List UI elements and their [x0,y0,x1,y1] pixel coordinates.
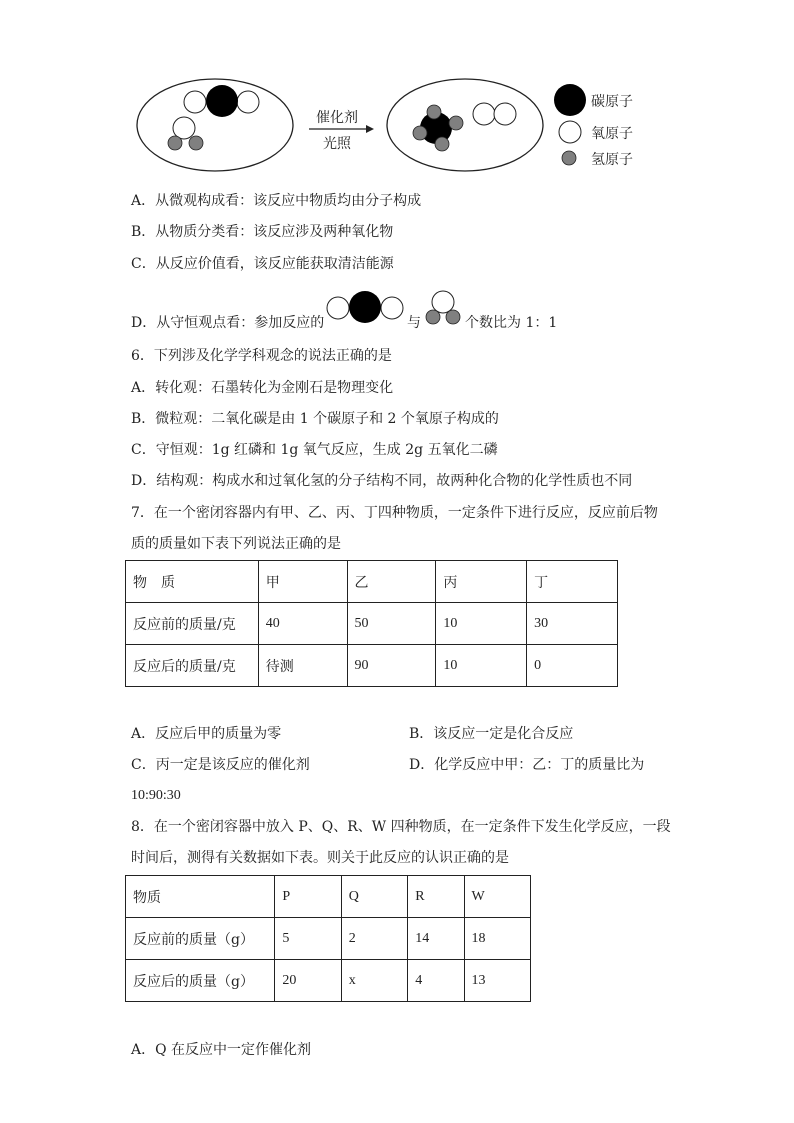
legend-oxygen: 氧原子 [591,126,633,142]
table-cell: 丙 [436,561,527,603]
table-cell: 18 [464,918,531,960]
table-cell: 50 [347,603,436,645]
table-cell: 丁 [527,561,618,603]
h2o-molecule-icon [426,291,460,324]
table-cell: x [341,960,407,1002]
table-cell: 待测 [258,645,347,687]
table-cell: 20 [275,960,341,1002]
q5-option-b: B．从物质分类看：该反应涉及两种氧化物 [131,224,394,240]
table-cell: 甲 [258,561,347,603]
table-row [126,561,618,603]
table-cell: 40 [258,603,347,645]
legend-carbon: 碳原子 [591,94,633,110]
q7-option-a: A．反应后甲的质量为零 [131,726,282,742]
table-cell: 13 [464,960,531,1002]
reaction-arrow [309,125,374,133]
table-cell: R [408,876,464,918]
table-row [126,876,531,918]
q5-option-d-with: 与 [407,315,421,331]
q8-option-a: A．Q 在反应中一定作催化剂 [131,1042,312,1058]
q6-option-c: C．守恒观：1g 红磷和 1g 氧气反应，生成 2g 五氧化二磷 [131,442,498,458]
table-cell: W [464,876,531,918]
q7-table [125,560,618,687]
q7-option-c: C．丙一定是该反应的催化剂 [131,757,310,773]
oxygen-atom-icon [559,121,581,143]
table-cell: 0 [527,645,618,687]
arrow-condition-bottom: 光照 [323,136,351,152]
q8-stem-line1: 8．在一个密闭容器中放入 P、Q、R、W 四种物质，在一定条件下发生化学反应，一段 [131,819,671,835]
table-cell: 物质 [126,876,275,918]
q7-option-d: D．化学反应中甲：乙：丁的质量比为 [409,757,645,773]
table-cell: 反应后的质量/克 [126,645,259,687]
hydrogen-atom-icon [562,151,576,165]
q8-table [125,875,531,1002]
q5-option-d-suffix: 个数比为 1：1 [465,315,558,331]
table-row [126,960,531,1002]
co2-molecule-icon [327,291,403,323]
table-cell: 反应前的质量（g） [126,918,275,960]
q7-option-b: B．该反应一定是化合反应 [409,726,574,742]
table-cell: 10 [436,603,527,645]
arrow-condition-top: 催化剂 [316,110,358,126]
table-cell: 30 [527,603,618,645]
q7-stem-line1: 7．在一个密闭容器内有甲、乙、丙、丁四种物质，一定条件下进行反应，反应前后物 [131,505,658,521]
ch4-molecule-icon [413,105,463,151]
q6-option-a: A．转化观：石墨转化为金刚石是物理变化 [131,380,394,396]
table-cell: 乙 [347,561,436,603]
o2-molecule-icon [473,103,516,125]
q5-option-a: A．从微观构成看：该反应中物质均由分子构成 [131,193,422,209]
table-cell: 4 [408,960,464,1002]
table-cell: 90 [347,645,436,687]
q6-stem: 6．下列涉及化学学科观念的说法正确的是 [131,348,392,364]
table-cell: 反应后的质量（g） [126,960,275,1002]
q6-option-d: D．结构观：构成水和过氧化氢的分子结构不同，故两种化合物的化学性质也不同 [131,473,633,489]
q5-option-d-prefix: D．从守恒观点看：参加反应的 [131,315,325,331]
legend-hydrogen: 氢原子 [591,152,633,168]
q7-option-d-continued: 10:90:30 [131,788,181,803]
q5-option-c: C．从反应价值看，该反应能获取清洁能源 [131,256,394,272]
table-cell: 5 [275,918,341,960]
table-cell: 14 [408,918,464,960]
table-row [126,918,531,960]
table-row [126,645,618,687]
table-cell: Q [341,876,407,918]
table-cell: P [275,876,341,918]
table-cell: 10 [436,645,527,687]
products-ellipse [387,79,543,171]
q8-stem-line2: 时间后，测得有关数据如下表。则关于此反应的认识正确的是 [131,850,509,866]
table-cell: 反应前的质量/克 [126,603,259,645]
q5-option-d-molecules [320,290,480,334]
q7-stem-line2: 质的质量如下表下列说法正确的是 [131,536,341,552]
table-row [126,603,618,645]
table-cell: 2 [341,918,407,960]
h2o-molecule-icon [168,117,203,150]
q6-option-b: B．微粒观：二氧化碳是由 1 个碳原子和 2 个氧原子构成的 [131,411,499,427]
carbon-atom-icon [554,84,586,116]
co2-molecule-icon [184,85,259,117]
table-cell: 物 质 [126,561,259,603]
reaction-diagram [0,0,794,185]
